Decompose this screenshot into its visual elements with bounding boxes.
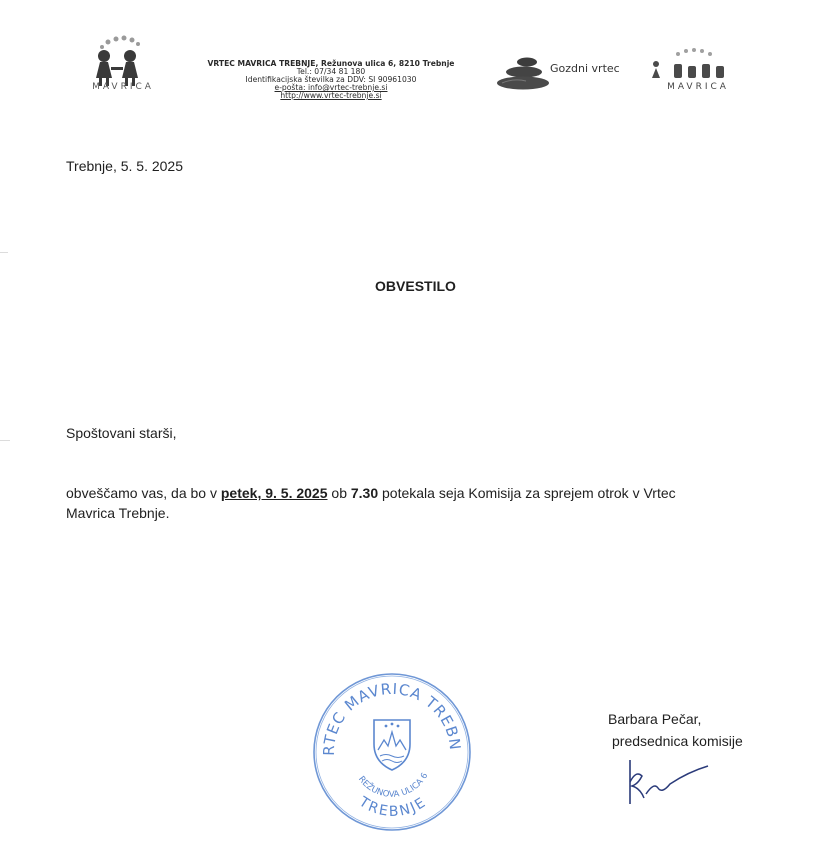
stamp-text-bottom: TREBNJE — [356, 794, 430, 821]
salutation: Spoštovani starši, — [66, 425, 177, 441]
scan-artifact — [0, 252, 8, 253]
notice-text-rest: potekala seja Komisija za sprejem otrok v Vrtec — [378, 485, 676, 501]
organization-info — [168, 60, 494, 100]
notice-text-start: obveščamo vas, da bo v — [66, 485, 221, 501]
notice-line-2: Mavrica Trebnje. — [66, 505, 170, 521]
stacked-stones-icon — [494, 52, 554, 96]
document-title: OBVESTILO — [375, 278, 456, 294]
coat-of-arms-icon — [374, 720, 410, 770]
place-date: Trebnje, 5. 5. 2025 — [66, 158, 184, 174]
logo-right-wordmark: MAVRICA — [667, 82, 729, 92]
meeting-time: 7.30 — [350, 485, 379, 501]
rainbow-children-icon — [648, 44, 744, 104]
notice-text-at: ob — [327, 485, 351, 501]
notice-paragraph — [66, 483, 786, 523]
org-website: http://www.vrtec-trebnje.si — [280, 91, 382, 100]
letterhead — [0, 0, 831, 130]
org-phone: Tel.: 07/34 81 180 — [296, 67, 366, 76]
org-email: e-pošta: info@vrtec-trebnje.si — [274, 83, 388, 92]
official-stamp — [310, 670, 474, 834]
forest-kindergarten-label: Gozdni vrtec — [550, 62, 620, 75]
stamp-text-top: RTEC MAVRICA TREBN — [319, 679, 465, 756]
forest-kindergarten-logo — [494, 52, 554, 96]
svg-text:VRTEC MAVRICA TREBNJE — [310, 670, 464, 756]
kindergarten-logo-right — [648, 44, 744, 104]
org-vat-id: Identifikacijska številka za DDV: SI 90961030 — [245, 75, 417, 84]
signatory-role: predsednica komisije — [612, 733, 743, 749]
logo-left-wordmark: MAVRICA — [92, 82, 154, 92]
meeting-date: petek, 9. 5. 2025 — [220, 485, 328, 501]
signatory-name: Barbara Pečar, — [608, 711, 702, 727]
scan-artifact — [0, 440, 10, 441]
stamp-seal-icon — [310, 670, 474, 834]
handwritten-signature — [618, 754, 728, 810]
org-name-address: VRTEC MAVRICA TREBNJE, Režunova ulica 6, 8210 Trebnje — [207, 59, 455, 68]
notice-line-1 — [66, 483, 786, 503]
signature-scribble-icon — [618, 754, 728, 810]
stamp-text-inner: REŽUNOVA ULICA 6 — [355, 771, 431, 800]
